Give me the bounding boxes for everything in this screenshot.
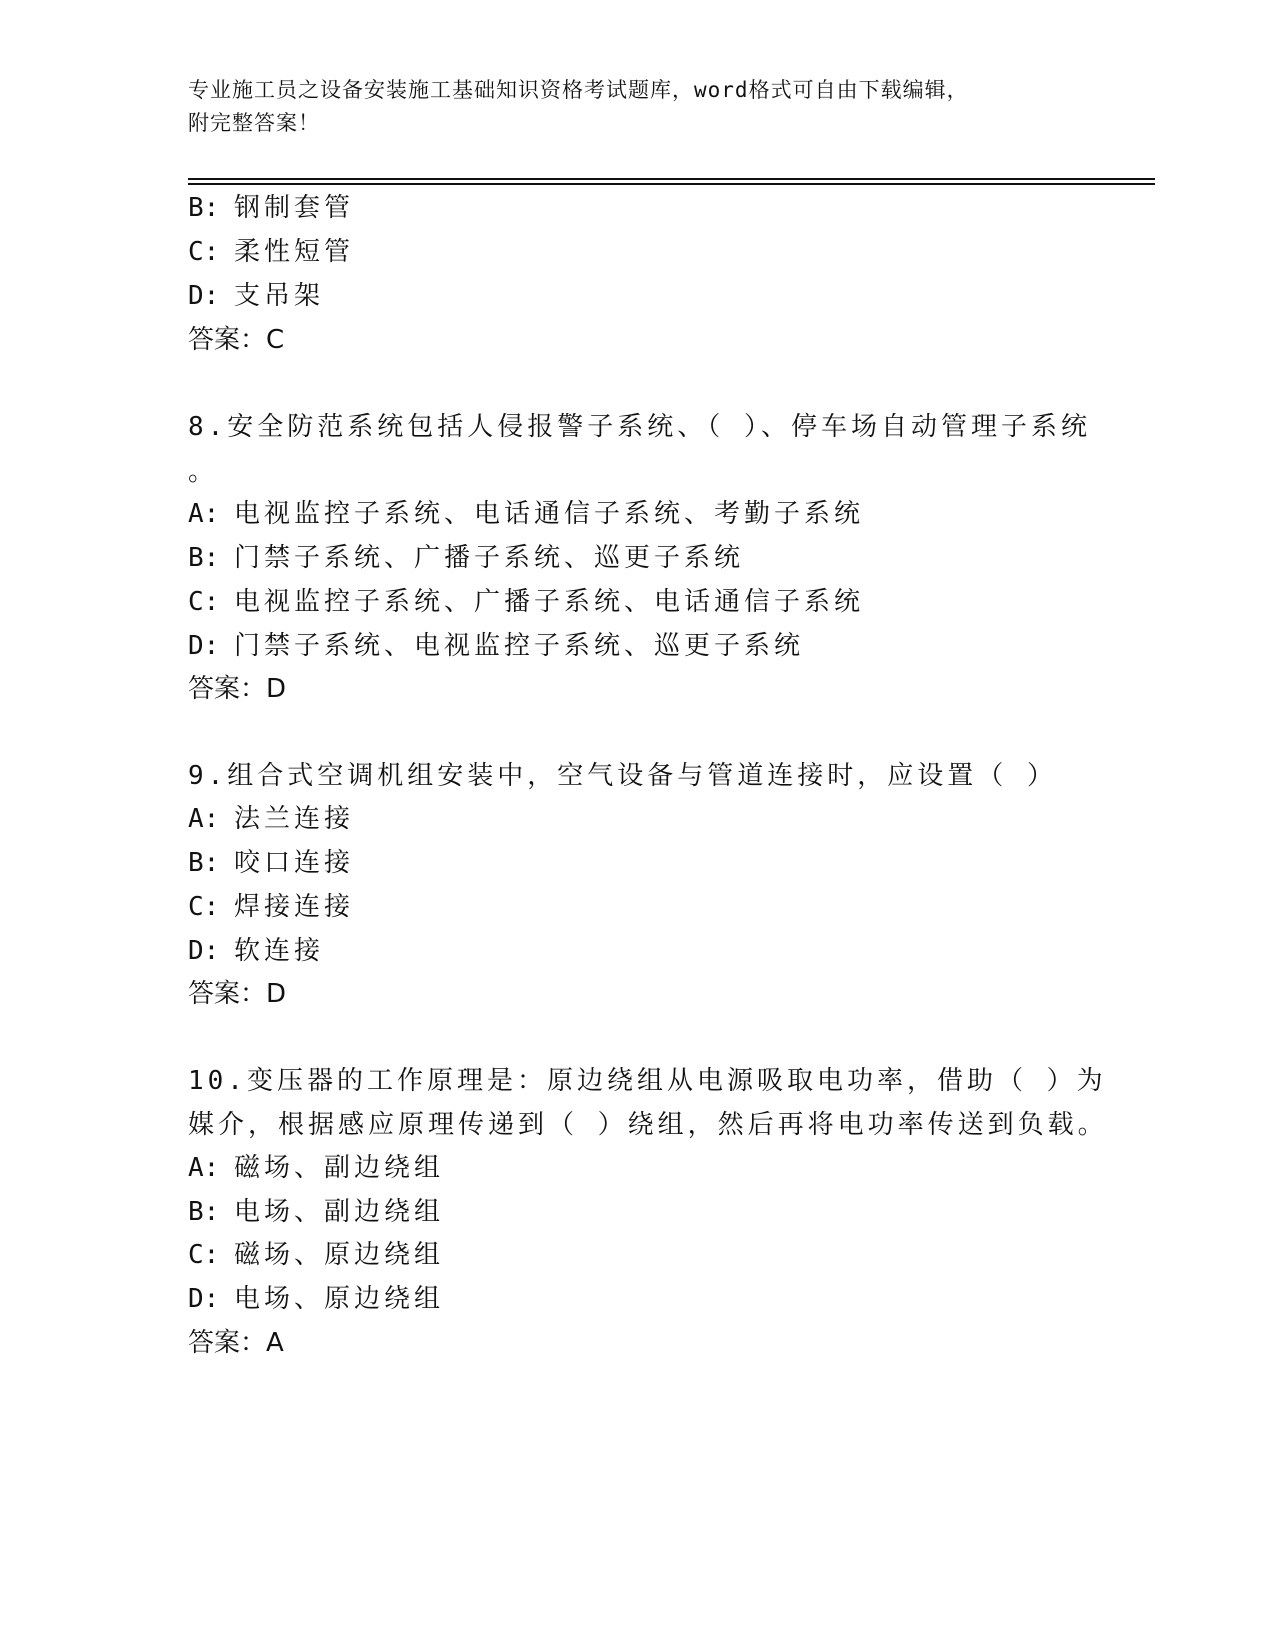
option-text: 电场、原边绕组 bbox=[234, 1284, 445, 1314]
option-label: D: bbox=[188, 1284, 220, 1314]
header-line-1: 专业施工员之设备安装施工基础知识资格考试题库，word格式可自由下载编辑， bbox=[188, 78, 969, 102]
option-d bbox=[188, 629, 804, 663]
option-label: A: bbox=[188, 804, 220, 834]
option-label: D: bbox=[188, 936, 220, 966]
option-c bbox=[188, 890, 354, 924]
option-b bbox=[188, 191, 354, 225]
option-label: D: bbox=[188, 281, 220, 311]
answer-line: 答案：D bbox=[188, 674, 287, 704]
option-c bbox=[188, 235, 354, 269]
option-a bbox=[188, 1151, 444, 1185]
option-b bbox=[188, 846, 354, 880]
option-text: 磁场、副边绕组 bbox=[234, 1153, 445, 1183]
option-label: B: bbox=[188, 848, 220, 878]
answer-line: 答案：D bbox=[188, 979, 287, 1009]
option-c bbox=[188, 585, 864, 619]
header-line-2: 附完整答案！ bbox=[188, 111, 320, 135]
option-text: 门禁子系统、电视监控子系统、巡更子系统 bbox=[234, 631, 805, 661]
option-text: 软连接 bbox=[234, 936, 325, 966]
option-text: 电场、副边绕组 bbox=[234, 1197, 445, 1227]
option-c bbox=[188, 1238, 444, 1272]
header-rule-bottom bbox=[188, 183, 1155, 185]
option-label: A: bbox=[188, 499, 220, 529]
option-text: 咬口连接 bbox=[234, 848, 355, 878]
option-label: C: bbox=[188, 237, 220, 267]
option-text: 焊接连接 bbox=[234, 892, 355, 922]
option-label: C: bbox=[188, 892, 220, 922]
option-label: B: bbox=[188, 193, 220, 223]
option-d bbox=[188, 279, 324, 313]
option-text: 支吊架 bbox=[234, 281, 325, 311]
option-text: 钢制套管 bbox=[234, 193, 355, 223]
option-text: 电视监控子系统、广播子系统、电话通信子系统 bbox=[234, 587, 865, 617]
option-label: C: bbox=[188, 1240, 220, 1270]
option-label: C: bbox=[188, 587, 220, 617]
option-text: 柔性短管 bbox=[234, 237, 355, 267]
header-rule-top bbox=[188, 178, 1155, 180]
question-8-stem: 8.安全防范系统包括人侵报警子系统、（ ）、停车场自动管理子系统 bbox=[188, 412, 1091, 442]
question-10-stem: 10.变压器的工作原理是：原边绕组从电源吸取电功率，借助（ ）为 bbox=[188, 1066, 1107, 1096]
option-text: 电视监控子系统、电话通信子系统、考勤子系统 bbox=[234, 499, 865, 529]
option-d bbox=[188, 934, 324, 968]
document-header bbox=[188, 74, 1088, 140]
option-b bbox=[188, 1195, 444, 1229]
question-8-stem-cont: 。 bbox=[188, 457, 219, 487]
option-text: 法兰连接 bbox=[234, 804, 355, 834]
option-a bbox=[188, 802, 354, 836]
option-text: 门禁子系统、广播子系统、巡更子系统 bbox=[234, 543, 745, 573]
option-d bbox=[188, 1282, 444, 1316]
option-label: A: bbox=[188, 1153, 220, 1183]
question-10-stem-cont: 媒介，根据感应原理传递到（ ）绕组，然后再将电功率传送到负载。 bbox=[188, 1110, 1108, 1140]
option-a bbox=[188, 497, 864, 531]
option-label: B: bbox=[188, 1197, 220, 1227]
answer-line: 答案：C bbox=[188, 325, 285, 355]
option-b bbox=[188, 541, 744, 575]
question-9-stem: 9.组合式空调机组安装中，空气设备与管道连接时，应设置（ ） bbox=[188, 761, 1057, 791]
option-label: B: bbox=[188, 543, 220, 573]
option-text: 磁场、原边绕组 bbox=[234, 1240, 445, 1270]
option-label: D: bbox=[188, 631, 220, 661]
answer-line: 答案：A bbox=[188, 1328, 284, 1358]
